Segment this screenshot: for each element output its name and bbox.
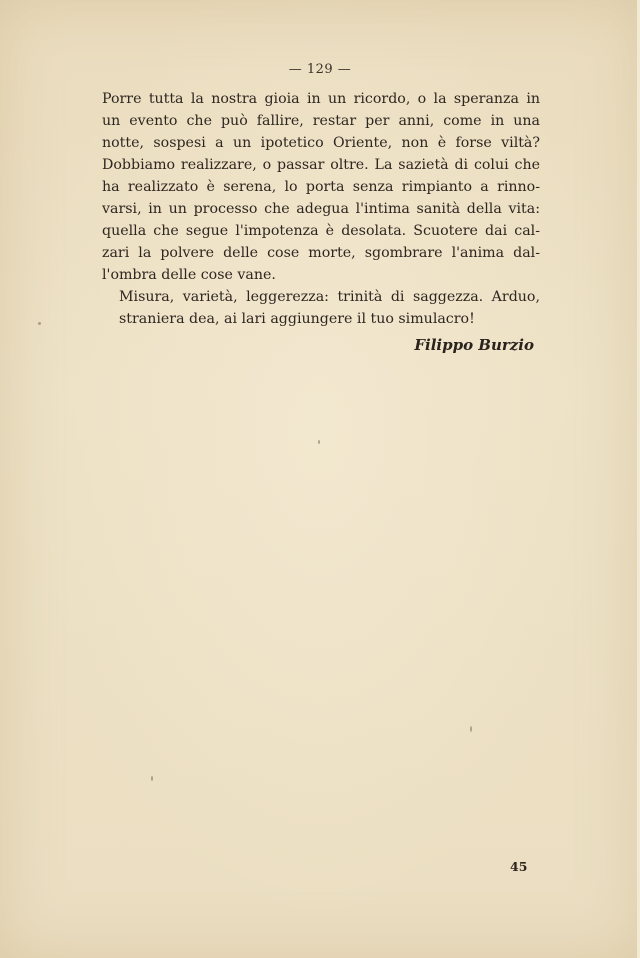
text-line: zari la polvere delle cose morte, sgombrare l'anima dal- <box>102 245 540 261</box>
text-line: quella che segue l'impotenza è desolata. Scuotere dai cal- <box>102 223 540 239</box>
text-line: ha realizzato è serena, lo porta senza rimpianto a rinno- <box>102 179 540 195</box>
page-number: — 129 — <box>288 62 352 77</box>
text-line: Porre tutta la nostra gioia in un ricordo, o la speranza in <box>102 91 540 107</box>
text-line: Dobbiamo realizzare, o passar oltre. La sazietà di colui che <box>102 157 540 173</box>
paper-speck <box>470 726 472 732</box>
text-line: notte, sospesi a un ipotetico Oriente, non è forse viltà? <box>102 135 540 151</box>
text-line: straniera dea, ai lari aggiungere il tuo simulacro! <box>119 311 475 327</box>
text-line: un evento che può fallire, restar per anni, come in una <box>102 113 540 129</box>
text-line: varsi, in un processo che adegua l'intima sanità della vita: <box>102 201 540 217</box>
paper-speck <box>151 776 153 781</box>
body-text <box>102 88 540 330</box>
paragraph-2 <box>102 286 540 330</box>
paper-speck <box>38 322 41 325</box>
author-signature: Filippo Burzio <box>414 336 534 354</box>
text-line: l'ombra delle cose vane. <box>102 267 276 283</box>
folio-number: 45 <box>510 859 528 874</box>
paper-speck <box>318 440 320 444</box>
text-line: Misura, varietà, leggerezza: trinità di saggezza. Arduo, <box>119 289 540 305</box>
paragraph-1 <box>102 88 540 286</box>
